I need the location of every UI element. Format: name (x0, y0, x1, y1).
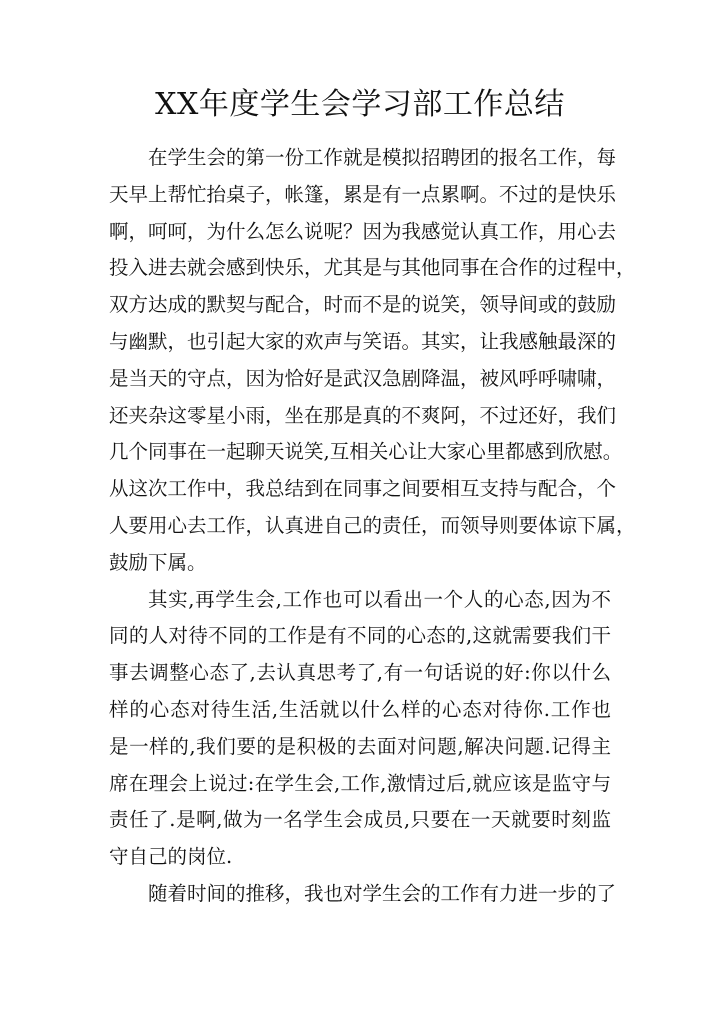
text-line: 守自己的岗位. (109, 845, 233, 869)
document-body (109, 140, 636, 913)
text-line: 席在理会上说过:在学生会,工作,激情过后,就应该是监守与 (109, 771, 611, 795)
text-line: 人要用心去工作，认真进自己的责任，而领导则要体谅下属， (109, 513, 636, 537)
paragraph-2 (109, 582, 611, 876)
text-line: 是一样的,我们要的是积极的去面对问题,解决问题.记得主 (109, 734, 611, 758)
text-line: 还夹杂这零星小雨，坐在那是真的不爽阿，不过还好，我们 (109, 403, 617, 427)
text-line: 在学生会的第一份工作就是模拟招聘团的报名工作，每 (148, 146, 617, 169)
text-line: 事去调整心态了,去认真思考了,有一句话说的好:你以什么 (109, 661, 611, 685)
text-line: 双方达成的默契与配合，时而不是的说笑，领导间或的鼓励 (109, 293, 617, 317)
text-line: 天早上帮忙抬桌子，帐篷，累是有一点累啊。不过的是快乐 (109, 182, 617, 206)
paragraph-3 (109, 876, 617, 913)
text-line: 是当天的守点，因为恰好是武汉急剧降温，被风呼呼啸啸， (109, 366, 617, 390)
text-line: 啊，呵呵，为什么怎么说呢？因为我感觉认真工作，用心去 (109, 219, 617, 243)
text-line: 从这次工作中，我总结到在同事之间要相互支持与配合，个 (109, 477, 617, 501)
text-line: 责任了.是啊,做为一名学生会成员,只要在一天就要时刻监 (109, 808, 611, 832)
text-line: 其实,再学生会,工作也可以看出一个人的心态,因为不 (148, 587, 611, 611)
text-line: 与幽默，也引起大家的欢声与笑语。其实，让我感触最深的 (109, 329, 617, 353)
text-line: 几个同事在一起聊天说笑,互相关心让大家心里都感到欣慰。 (109, 440, 623, 464)
text-line: 投入进去就会感到快乐，尤其是与其他同事在合作的过程中， (109, 256, 636, 280)
paragraph-1 (109, 140, 636, 582)
document-title: XX年度学生会学习部工作总结 (155, 87, 565, 122)
text-line: 随着时间的推移，我也对学生会的工作有力进一步的了 (148, 881, 617, 905)
text-line: 同的人对待不同的工作是有不同的心态的,这就需要我们干 (109, 624, 611, 648)
text-line: 样的心态对待生活,生活就以什么样的心态对待你.工作也 (109, 697, 611, 721)
text-line: 鼓励下属。 (109, 550, 207, 574)
